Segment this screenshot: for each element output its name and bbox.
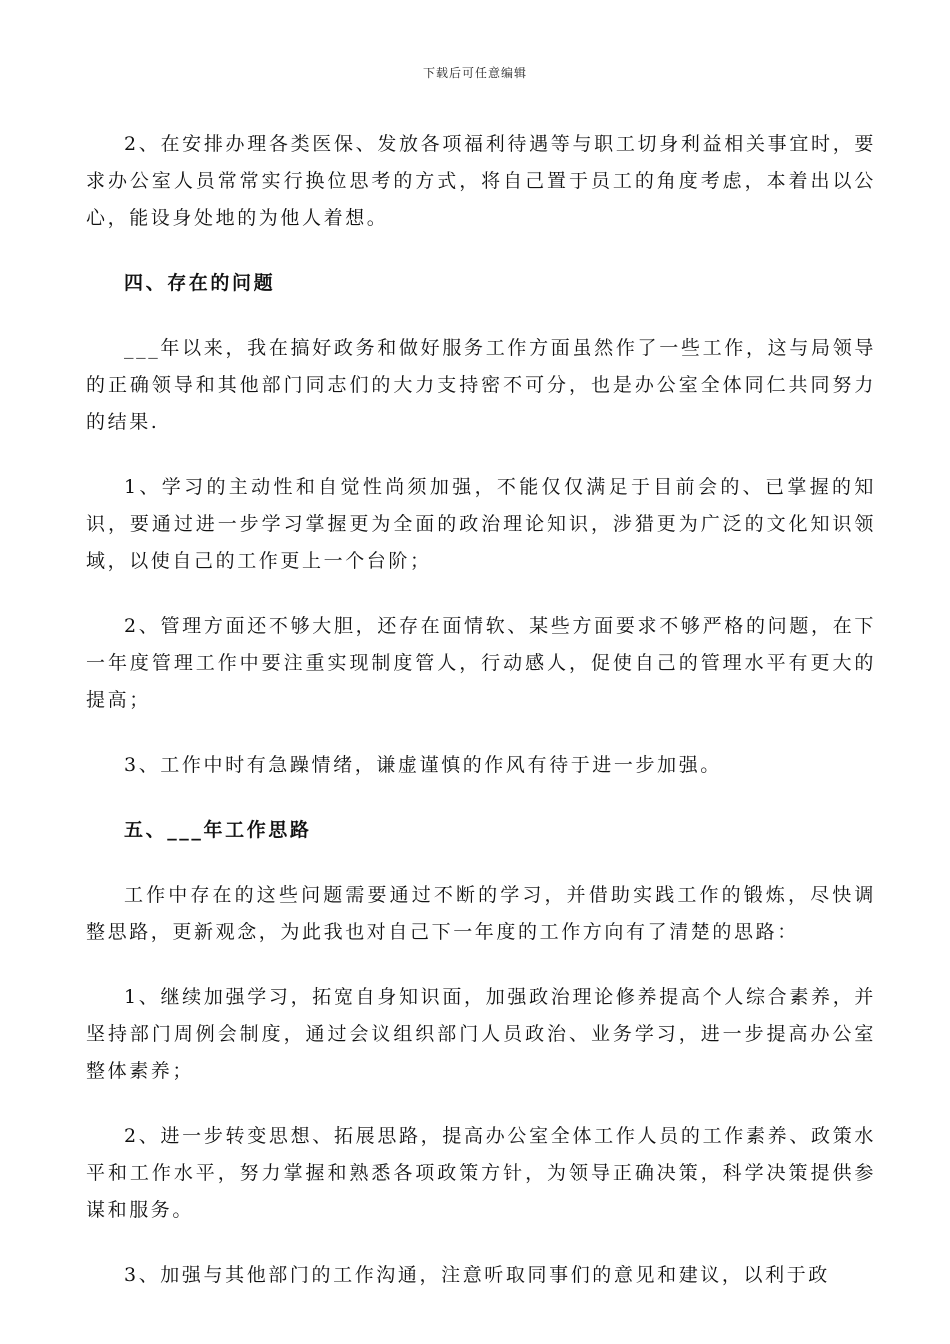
- section-heading-problems: 四、存在的问题: [124, 272, 276, 294]
- paragraph-problem-3: 3、工作中时有急躁情绪，谦虚谨慎的作风有待于进一步加强。: [124, 754, 722, 776]
- paragraph-year-summary: ___年以来，我在搞好政务和做好服务工作方面虽然作了一些工作，这与局领导的正确领导和其他部门同志们的大力支持密不可分，也是办公室全体同仁共同努力的结果.: [86, 337, 876, 433]
- paragraph-plan-2: 2、进一步转变思想、拓展思路，提高办公室全体工作人员的工作素养、政策水平和工作水平，努力掌握和熟悉各项政策方针，为领导正确决策，科学决策提供参谋和服务。: [86, 1125, 876, 1221]
- paragraph-plan-1: 1、继续加强学习，拓宽自身知识面，加强政治理论修养提高个人综合素养，并坚持部门周例会制度，通过会议组织部门人员政治、业务学习，进一步提高办公室整体素养；: [86, 986, 876, 1082]
- paragraph-medical-benefits: 2、在安排办理各类医保、发放各项福利待遇等与职工切身利益相关事宜时，要求办公室人员常常实行换位思考的方式，将自己置于员工的角度考虑，本着出以公心，能设身处地的为他人着想。: [86, 133, 876, 229]
- paragraph-problem-1: 1、学习的主动性和自觉性尚须加强，不能仅仅满足于目前会的、已掌握的知识，要通过进一步学习掌握更为全面的政治理论知识，涉猎更为广泛的文化知识领域，以使自己的工作更上一个台阶；: [86, 476, 876, 572]
- document-body: [86, 126, 876, 1322]
- paragraph-problem-2: 2、管理方面还不够大胆，还存在面情软、某些方面要求不够严格的问题，在下一年度管理工作中要注重实现制度管人，行动感人，促使自己的管理水平有更大的提高；: [86, 615, 876, 711]
- paragraph-plan-3: 3、加强与其他部门的工作沟通，注意听取同事们的意见和建议，以利于政: [124, 1264, 830, 1286]
- paragraph-plan-intro: 工作中存在的这些问题需要通过不断的学习，并借助实践工作的锻炼，尽快调整思路，更新观念，为此我也对自己下一年度的工作方向有了清楚的思路：: [86, 884, 876, 943]
- page-header-note: 下载后可任意编辑: [422, 66, 527, 80]
- section-heading-work-plan: 五、___年工作思路: [124, 819, 312, 841]
